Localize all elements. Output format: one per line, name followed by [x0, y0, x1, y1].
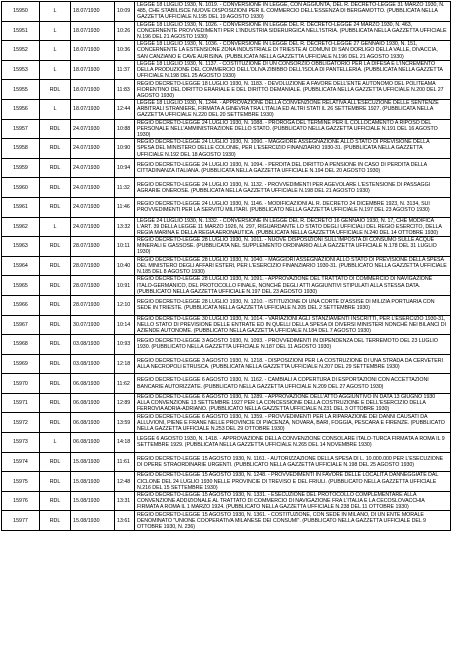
record-number: 15974: [2, 452, 40, 472]
record-number: 15956: [2, 99, 40, 119]
act-date: 18.07/1930: [71, 80, 115, 100]
act-type: L: [40, 60, 71, 80]
act-description: LEGGE 24 LUGLIO 1930, N. 1332. - CONVERSIONE IN LEGGE DEL R. DECRETO 16 GENNAIO 1930, N. 17, CHE MODIFICA L'ART. 39 DELLA LEGGE 11 MARZO 1926, N. 297, RIGUARDANTE LO STATO DEGLI UFFICIALI DEL REGIO ESERCITO, DELLA REGIA MARINA E DELLA REGIA AERONAUTICA. (PUBBLICATA NELLA GAZZETTA UFFICIALE N.240 DEL 14 OTTOBRE 1930): [135, 217, 451, 237]
table-row: [2, 335, 451, 355]
table-row: [2, 295, 451, 315]
table-row: [2, 433, 451, 453]
act-date: 15.08/1930: [71, 452, 115, 472]
record-number: 15953: [2, 60, 40, 80]
act-type: RDL: [40, 511, 71, 531]
table-row: [2, 139, 451, 159]
act-date: 18.07/1930: [71, 60, 115, 80]
act-date: 24.07/1930: [71, 178, 115, 198]
record-number: 15955: [2, 80, 40, 100]
act-description: REGIO DECRETO-LEGGE 24 LUGLIO 1930, N. 1146. - MODIFICAZIONI AL R. DECRETO 24 DICEMBRE 1923, N. 3134, SUI PROVVEDIMENTI PER LA SERVITÙ MILITARI. (PUBBLICATO NELLA GAZZETTA UFFICIALE N.197 DEL 23 AGOSTO 1930): [135, 197, 451, 217]
act-code: 12:89: [115, 393, 135, 413]
record-number: 15957: [2, 119, 40, 139]
act-date: 28.07/1930: [71, 256, 115, 276]
act-code: 10:40: [115, 256, 135, 276]
record-number: 15962: [2, 217, 40, 237]
act-code: 10:91: [115, 276, 135, 296]
table-row: [2, 158, 451, 178]
act-code: 14:18: [115, 433, 135, 453]
act-date: 28.07/1930: [71, 237, 115, 257]
table-row: [2, 217, 451, 237]
record-number: 15973: [2, 433, 40, 453]
act-code: 11:46: [115, 197, 135, 217]
record-number: 15964: [2, 256, 40, 276]
table-row: [2, 472, 451, 492]
act-type: L: [40, 21, 71, 41]
act-code: 10:90: [115, 139, 135, 159]
act-description: REGIO DECRETO-LEGGE 6 AGOSTO 1930, N. 1359. - PROVVEDIMENTI PER LA RIPARAZIONE DEI DANNI CAUSATI DA ALLUVIONI, PIENE E FRANE NELLE PROVINCIE DI PIACENZA, NOVARA, BARI, FOGGIA, PESCARA E FIRENZE. (PUBBLICATO NELLA GAZZETTA UFFICIALE N.253 DEL 29 OTTOBRE 1930): [135, 413, 451, 433]
act-description: LEGGE 6 AGOSTO 1930, N. 1418. - APPROVAZIONE DELLA CONVENZIONE CONSOLARE ITALO-TURCA FIRMATA A ROMA IL 9 SETTEMBRE 1929. (PUBBLICATA NELLA GAZZETTA UFFICIALE N.265 DEL 14 NOVEMBRE 1930): [135, 433, 451, 453]
act-description: REGIO DECRETO-LEGGE 28 LUGLIO 1930, N. 1011. - NUOVE DISPOSIZIONI SULL'IMPOSTA DI CONSUMO SULLE ACQUE MINERALI E GASSOSE. (PUBBLICATA NEL SUPPLEMENTO ORDINARIO ALLA GAZZETTA UFFICIALE N.178 DEL 31 LUGLIO 1930): [135, 237, 451, 257]
act-type: RDL: [40, 256, 71, 276]
act-code: 12:10: [115, 295, 135, 315]
act-code: 13:31: [115, 491, 135, 511]
act-description: REGIO DECRETO-LEGGE 28 LUGLIO 1930, N. 1210. - ISTITUZIONE DI UNA CORTE D'ASSISE DI MILIZIA PORTUARIA CON SEDE IN TRIESTE. (PUBBLICATA NELLA GAZZETTA UFFICIALE N.205 DEL 2 SETTEMBRE 1930): [135, 295, 451, 315]
act-type: RDL: [40, 158, 71, 178]
act-description: REGIO DECRETO-LEGGE 24 LUGLIO 1930, N. 1088. - PROROGA DEL TERMINE PER IL COLLOCAMENTO A RIPOSO DEL PERSONALE NELL'AMMINISTRAZIONE DELLO STATO. (PUBBLICATO NELLA GAZZETTA UFFICIALE N.191 DEL 16 AGOSTO 1930): [135, 119, 451, 139]
act-code: 10:09: [115, 2, 135, 22]
act-description: REGIO DECRETO-LEGGE 18 LUGLIO 1930, N. 1183. - DEVOLUZIONE A FAVORE DELL'ENTE AUTONOMO DEL POLITEAMA FIORENTINO DEL DIRITTO ERARIALE E DEL DIRITTO DEMANIALE. (PUBBLICATA NELLA GAZZETTA UFFICIALE N.200 DEL 27 AGOSTO 1930): [135, 80, 451, 100]
table-row: [2, 256, 451, 276]
record-number: 15950: [2, 2, 40, 22]
table-row: [2, 393, 451, 413]
record-number: 15967: [2, 315, 40, 335]
act-description: LEGGE 18 LUGLIO 1930, N. 1026. - CONVERSIONE IN LEGGE DEL R. DECRETO-LEGGE 24 MARZO 1930, N. 463, CONCERNENTE PROVVEDIMENTI PER L'INDUSTRIA SIDERURGICA NELL'ISTRIA. (PUBBLICATA NELLA GAZZETTA UFFICIALE N.196 DEL 21 AGOSTO 1930): [135, 21, 451, 41]
act-type: RDL: [40, 197, 71, 217]
act-date: 24.07/1930: [71, 217, 115, 237]
table-row: [2, 119, 451, 139]
act-description: REGIO DECRETO-LEGGE 3 AGOSTO 1930, N. 1218. - DISPOSIZIONI PER LA COSTRUZIONE DI UNA STRADA DA CERVETERI ALLA NECROPOLI ETRUSCA. (PUBBLICATA NELLA GAZZETTA UFFICIALE N.207 DEL 29 SETTEMBRE 1930): [135, 354, 451, 374]
act-date: 15.08/1930: [71, 472, 115, 492]
act-type: RDL: [40, 335, 71, 355]
act-code: 10:14: [115, 315, 135, 335]
act-date: 15.08/1930: [71, 511, 115, 531]
act-code: 13:61: [115, 511, 135, 531]
act-description: REGIO DECRETO-LEGGE 30 LUGLIO 1930, N. 1014. - VARIAZIONI AGLI STANZIAMENTI INSCRITTI, PER L'ESERCIZIO 1930-31, NELLO STATO DI PREVISIONE DELLE ENTRATE ED IN QUELLI DELLA SPESA DI DIVERSI MINISTERI NONCHÉ NEI BILANCI DI AZIENDE AUTONOME. (PUBBLICATO NELLA GAZZETTA UFFICIALE N.184 DEL 7 AGOSTO 1930): [135, 315, 451, 335]
act-type: RDL: [40, 374, 71, 394]
act-code: 13:32: [115, 217, 135, 237]
act-description: REGIO DECRETO-LEGGE 15 AGOSTO 1930, N. 1161. - AUTORIZZAZIONE DELLA SPESA DI L. 10.000.000 PER L'ESECUZIONE DI OPERE STRAORDINARIE URGENTI. (PUBBLICATO NELLA GAZZETTA UFFICIALE N.198 DEL 25 AGOSTO 1930): [135, 452, 451, 472]
record-number: 15966: [2, 295, 40, 315]
act-type: RDL: [40, 119, 71, 139]
table-row: [2, 374, 451, 394]
act-type: RDL: [40, 413, 71, 433]
act-type: RDL: [40, 452, 71, 472]
act-date: 06.08/1930: [71, 374, 115, 394]
act-type: L: [40, 433, 71, 453]
record-number: 15970: [2, 374, 40, 394]
act-code: 13:59: [115, 413, 135, 433]
act-type: RDL: [40, 315, 71, 335]
act-code: 10:94: [115, 158, 135, 178]
table-row: [2, 21, 451, 41]
table-row: [2, 237, 451, 257]
table-row: [2, 80, 451, 100]
act-description: REGIO DECRETO-LEGGE 24 LUGLIO 1930, N. 1094. - PERDITA DEL DIRITTO A PENSIONE IN CASO DI PERDITA DELLA CITTADINANZA ITALIANA. (PUBBLICATA NELLA GAZZETTA UFFICIALE N.194 DEL 20 AGOSTO 1930): [135, 158, 451, 178]
act-code: 11:61: [115, 452, 135, 472]
act-date: 28.07/1930: [71, 276, 115, 296]
act-code: 11:62: [115, 374, 135, 394]
act-type: RDL: [40, 139, 71, 159]
act-type: L: [40, 2, 71, 22]
act-code: 10:88: [115, 119, 135, 139]
act-type: L: [40, 217, 71, 237]
act-description: LEGGE 18 LUGLIO 1930, N. 1019. - CONVERSIONE IN LEGGE, CON AGGIUNTA, DEL R. DECRETO-LEGGE 31 MARZO 1930, N. 485, CHE STABILISCE NUOVE DISPOSIZIONI PER IL COMMERCIO DELL'ESSENZA DI BERGAMOTTO. (PUBBLICATA NELLA GAZZETTA UFFICIALE N.195 DEL 19 AGOSTO 1930): [135, 2, 451, 22]
register-rows: [2, 2, 451, 531]
act-date: 18.07/1930: [71, 41, 115, 61]
table-row: [2, 315, 451, 335]
record-number: 15951: [2, 21, 40, 41]
act-code: 10:26: [115, 21, 135, 41]
table-row: [2, 491, 451, 511]
act-type: RDL: [40, 276, 71, 296]
act-code: 11:37: [115, 60, 135, 80]
act-date: 03.08/1930: [71, 354, 115, 374]
record-number: 15961: [2, 197, 40, 217]
act-type: RDL: [40, 472, 71, 492]
act-code: 11:83: [115, 80, 135, 100]
act-type: RDL: [40, 80, 71, 100]
record-number: 15952: [2, 41, 40, 61]
act-date: 18.07/1930: [71, 99, 115, 119]
act-date: 18.07/1930: [71, 21, 115, 41]
act-type: RDL: [40, 237, 71, 257]
act-type: RDL: [40, 178, 71, 198]
record-number: 15972: [2, 413, 40, 433]
table-row: [2, 99, 451, 119]
table-row: [2, 511, 451, 531]
act-type: RDL: [40, 295, 71, 315]
act-code: 10:36: [115, 41, 135, 61]
table-row: [2, 413, 451, 433]
act-description: REGIO DECRETO-LEGGE 15 AGOSTO 1930, N. 1361. - COSTITUZIONE, CON SEDE IN MILANO, DI UN ENTE MORALE DENOMINATO "UNIONE COOPERATIVA MILANESE DEI CONSUMI". (PUBBLICATO NELLA GAZZETTA UFFICIALE DEL 9 OTTOBRE 1930, N. 236): [135, 511, 451, 531]
act-date: 24.07/1930: [71, 197, 115, 217]
act-date: 03.08/1930: [71, 335, 115, 355]
act-type: RDL: [40, 491, 71, 511]
record-number: 15968: [2, 335, 40, 355]
act-description: REGIO DECRETO-LEGGE 3 AGOSTO 1930, N. 1093. - PROVVEDIMENTI IN DIPENDENZA DEL TERREMOTO DEL 23 LUGLIO 1930. (PUBBLICATO NELLA GAZZETTA UFFICIALE N.187 DEL 11 AGOSTO 1930): [135, 335, 451, 355]
act-type: L: [40, 41, 71, 61]
record-number: 15971: [2, 393, 40, 413]
act-type: RDL: [40, 393, 71, 413]
record-number: 15965: [2, 276, 40, 296]
act-date: 06.08/1930: [71, 393, 115, 413]
act-description: REGIO DECRETO-LEGGE 15 AGOSTO 1930, N. 1331. - ESECUZIONE DEL PROTOCOLLO COMPLEMENTARE ALLA CONVENZIONE ADDIZIONALE AL TRATTATO DI COMMERCIO DI NAVIGAZIONE FRA L'ITALIA E LA CECOSLOVACCHIA FIRMATA A ROMA IL 1 MARZO 1924. (PUBBLICATO NELLA GAZZETTA UFFICIALE N.238 DEL 11 OTTOBRE 1930): [135, 491, 451, 511]
act-date: 24.07/1930: [71, 158, 115, 178]
act-description: LEGGE 18 LUGLIO 1930, N. 1244. - APPROVAZIONE DELLA CONVENZIONE RELATIVA ALL'ESECUZIONE DELLE SENTENZE ARBITRALI STRANIERE, FIRMATA A GINEVRA TRA L'ITALIA ED ALTRI STATI IL 26 SETTEMBRE 1927. (PUBBLICATA NELLA GAZZETTA UFFICIALE N.220 DEL 20 SETTEMBRE 1930): [135, 99, 451, 119]
act-description: REGIO DECRETO-LEGGE 15 AGOSTO 1930, N. 1248. - PROVVEDIMENTI IN FAVORE DELLE LOCALITÀ DANNEGGIATE DAL CICLONE DEL 24 LUGLIO 1930 NELLE PROVINCIE DI TREVISO E DEL FRIULI. (PUBBLICATO NELLA GAZZETTA UFFICIALE N.216 DEL 15 SETTEMBRE 1930): [135, 472, 451, 492]
table-row: [2, 178, 451, 198]
table-row: [2, 197, 451, 217]
record-number: 15975: [2, 472, 40, 492]
act-description: REGIO DECRETO-LEGGE 6 AGOSTO 1930, N. 1289. - APPROVAZIONE DELL'ATTO AGGIUNTIVO IN DATA 13 GIUGNO 1930 ALLA CONVENZIONE 13 SETTEMBRE 1927 PER LA CONCESSIONE DELLA COSTRUZIONE E DELL'ESERCIZIO DELLA FERROVIA ADRIA-ADRIANO. (PUBBLICATO NELLA GAZZETTA UFFICIALE N.231 DEL 3 OTTOBRE 1930): [135, 393, 451, 413]
table-row: [2, 2, 451, 22]
record-number: 15958: [2, 139, 40, 159]
act-date: 15.08/1930: [71, 491, 115, 511]
table-row: [2, 41, 451, 61]
act-date: 24.07/1930: [71, 119, 115, 139]
record-number: 15963: [2, 237, 40, 257]
record-number: 15960: [2, 178, 40, 198]
act-description: LEGGE 18 LUGLIO 1930, N. 1137. - COSTITUZIONE DI UN CONSORZIO OBBLIGATORIO PER LA DIFESA E L'INCREMENTO DELLA PRODUZIONE DEL COMMERCIO DELL'OLIVA ZIBIBBO DELL'ISOLA DI PANTELLERIA. (PUBBLICATA NELLA GAZZETTA UFFICIALE N.198 DEL 25 AGOSTO 1930): [135, 60, 451, 80]
act-description: REGIO DECRETO-LEGGE 24 LUGLIO 1930, N. 1132. - PROVVEDIMENTI PER AGEVOLARE L'ESTENSIONE DI PASSAGGI AGRARIE ONEROSE. (PUBBLICATA NELLA GAZZETTA UFFICIALE N.198 DEL 21 AGOSTO 1930): [135, 178, 451, 198]
act-date: 06.08/1930: [71, 433, 115, 453]
table-row: [2, 276, 451, 296]
act-description: LEGGE 18 LUGLIO 1930, N. 1036. - CONVERSIONE IN LEGGE DEL R. DECRETO-LEGGE 27 GENNAIO 1930, N. 151, CONCERNENTE LA ESTENSIONE ZONA INDUSTRIALE DI TRIESTE AI COMUNI DI SAN DORLIGO DELLA VALLE, DIVACCIA, SAN CANZIANO E CAVE AURISINA. (PUBBLICATA NELLA GAZZETTA UFFICIALE N.196 DEL 21 AGOSTO 1930): [135, 41, 451, 61]
record-number: 15977: [2, 511, 40, 531]
act-code: 12:18: [115, 354, 135, 374]
act-code: 11:32: [115, 178, 135, 198]
act-type: L: [40, 99, 71, 119]
act-description: REGIO DECRETO-LEGGE 24 LUGLIO 1930, N. 1090. - MAGGIORE ASSEGNAZIONE ALLO STATO DI PREVISIONE DELLA SPESA DEL MINISTERO DELLE COLONIE, PER L'ESERCIZIO FINANZIARIO 1930-31. (PUBBLICATA NELLA GAZZETTA UFFICIALE N.192 DEL 18 AGOSTO 1930): [135, 139, 451, 159]
act-type: RDL: [40, 354, 71, 374]
act-date: 18.07/1930: [71, 2, 115, 22]
act-code: 12:44: [115, 99, 135, 119]
act-description: REGIO DECRETO-LEGGE 6 AGOSTO 1930, N. 1162. - CAMBIALI A COPERTURA DI ESPORTAZIONI CON ACCETTAZIONI BANCARIE AUTORIZZATE. (PUBBLICATO NELLA GAZZETTA UFFICIALE N.209 DEL 27 AGOSTO 1930): [135, 374, 451, 394]
table-row: [2, 452, 451, 472]
record-number: 15969: [2, 354, 40, 374]
record-number: 15959: [2, 158, 40, 178]
act-date: 28.07/1930: [71, 295, 115, 315]
record-number: 15976: [2, 491, 40, 511]
act-code: 12:48: [115, 472, 135, 492]
act-date: 06.08/1930: [71, 413, 115, 433]
act-description: REGIO DECRETO-LEGGE 28 LUGLIO 1930, N. 1040. - MAGGIORI ASSEGNAZIONI ALLO STATO DI PREVISIONE DELLA SPESA DEL MINISTERO DEGLI AFFARI ESTERI, PER L'ESERCIZIO FINANZIARIO 1930-31. (PUBBLICATO NELLA GAZZETTA UFFICIALE N.185 DEL 8 AGOSTO 1930): [135, 256, 451, 276]
act-date: 30.07/1930: [71, 315, 115, 335]
register-table: [1, 1, 451, 531]
act-code: 10:93: [115, 335, 135, 355]
act-description: REGIO DECRETO-LEGGE 28 LUGLIO 1930, N. 1091. - APPROVAZIONE DEL TRATTATO DI COMMERCIO DI NAVIGAZIONE ITALO-GERMANICO, DEL PROTOCOLLO FINALE, NONCHÉ DEGLI ATTI AGGIUNTIVI STIPULATI ALLA STESSA DATA. (PUBBLICATO NELLA GAZZETTA UFFICIALE N.197 DEL 23 AGOSTO 1930): [135, 276, 451, 296]
act-code: 10:11: [115, 237, 135, 257]
table-row: [2, 354, 451, 374]
table-row: [2, 60, 451, 80]
act-date: 24.07/1930: [71, 139, 115, 159]
